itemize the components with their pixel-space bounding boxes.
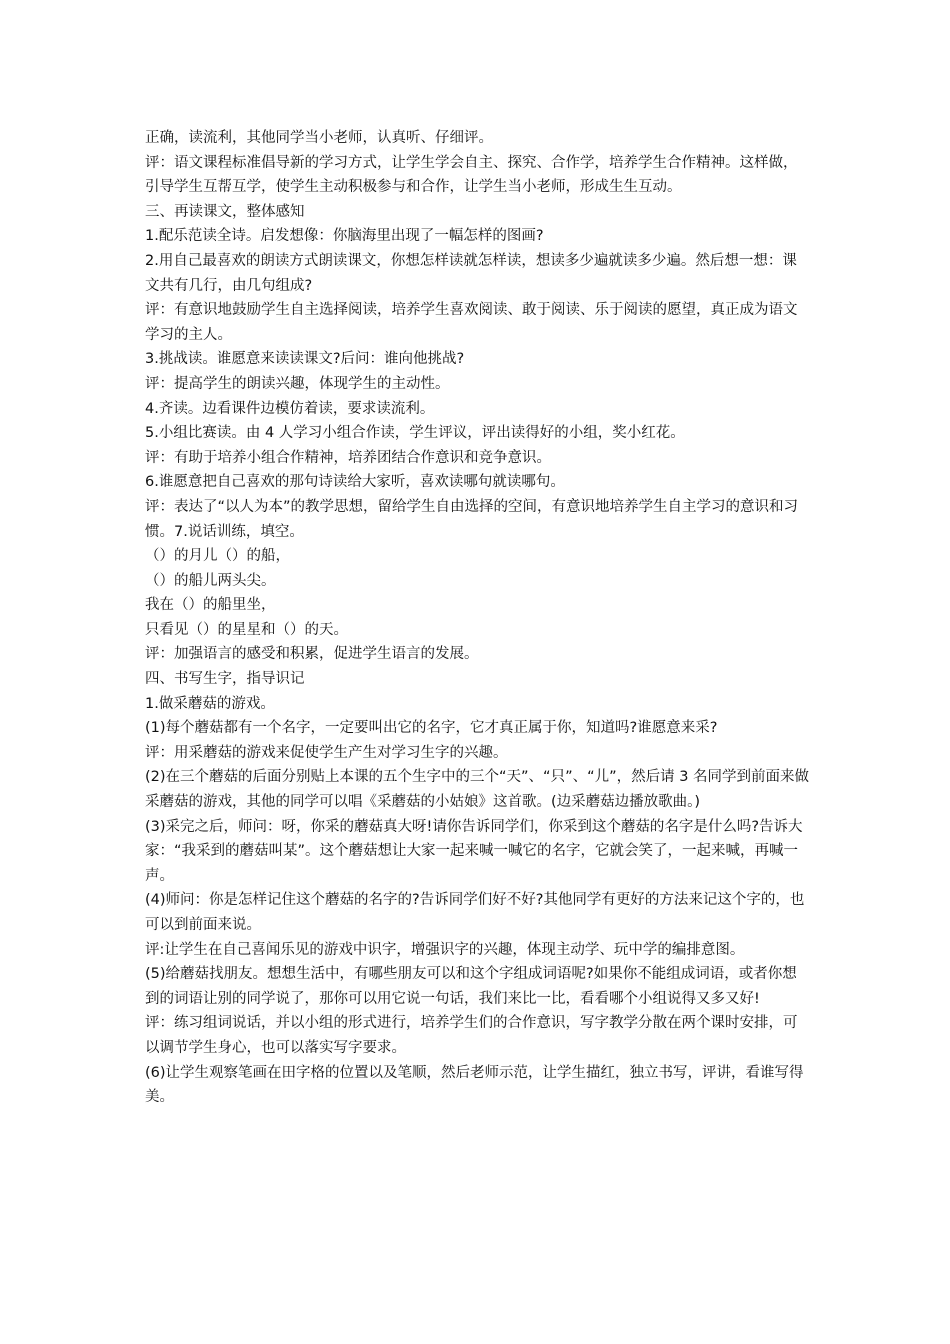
fill-blank-line-1: （）的月儿（）的船， xyxy=(145,548,290,565)
substep-6: (6)让学生观察笔画在田字格的位置以及笔顺，然后老师示范，让学生描红，独立书写，评讲，看谁写得美。 xyxy=(145,1064,804,1106)
substep-5: (5)给蘑菇找朋友。想想生活中，有哪些朋友可以和这个字组成词语呢?如果你不能组成词语，或者你想到的词语让别的同学说了，那你可以用它说一句话，我们来比一比，看看哪个小组说得又多又好! xyxy=(145,966,797,1007)
fill-blank-line-4: 只看见（）的星星和（）的天。 xyxy=(145,621,348,638)
fill-blank-line-2: （）的船儿两头尖。 xyxy=(145,572,276,589)
step-3-1: 1.配乐范读全诗。启发想像：你脑海里出现了一幅怎样的图画? xyxy=(145,228,544,245)
comment-paragraph-5: 评：表达了“以人为本”的教学思想，留给学生自由选择的空间，有意识地培养学生自主学习的意识和习惯。7.说话训练，填空。 xyxy=(145,498,799,540)
step-3-2: 2.用自己最喜欢的朗读方式朗读课文，你想怎样读就怎样读，想读多少遍就读多少遍。然后想一想：课文共有几行，由几句组成? xyxy=(145,252,797,294)
comment-paragraph-8: 评:让学生在自己喜闻乐见的游戏中识字，增强识字的兴趣，体现主动学、玩中学的编排意图。 xyxy=(145,941,745,958)
step-3-4: 4.齐读。边看课件边模仿着读，要求读流利。 xyxy=(145,400,435,417)
comment-paragraph-2: 评：有意识地鼓励学生自主选择阅读，培养学生喜欢阅读、敢于阅读、乐于阅读的愿望，真正成为语文学习的主人。 xyxy=(145,302,798,343)
comment-paragraph-3: 评：提高学生的朗读兴趣，体现学生的主动性。 xyxy=(145,375,450,392)
section-heading-3: 三、再读课文，整体感知 xyxy=(145,203,305,220)
substep-1: (1)每个蘑菇都有一个名字，一定要叫出它的名字，它才真正属于你，知道吗?谁愿意来采? xyxy=(145,720,718,737)
step-4-1: 1.做采蘑菇的游戏。 xyxy=(145,695,275,712)
comment-paragraph-9: 评：练习组词说话，并以小组的形式进行，培养学生们的合作意识，写字教学分散在两个课时安排，可以调节学生身心，也可以落实写字要求。 xyxy=(145,1015,798,1056)
substep-4: (4)师问：你是怎样记住这个蘑菇的名字的?告诉同学们好不好?其他同学有更好的方法来记这个字的，也可以到前面来说。 xyxy=(145,892,805,933)
step-3-5: 5.小组比赛读。由 4 人学习小组合作读，学生评议，评出读得好的小组，奖小红花。 xyxy=(145,425,685,442)
comment-paragraph-7: 评：用采蘑菇的游戏来促使学生产生对学习生字的兴趣。 xyxy=(145,744,508,761)
fill-blank-line-3: 我在（）的船里坐， xyxy=(145,597,276,614)
step-3-6: 6.谁愿意把自己喜欢的那句诗读给大家听，喜欢读哪句就读哪句。 xyxy=(145,474,565,491)
comment-paragraph-6: 评：加强语言的感受和积累，促进学生语言的发展。 xyxy=(145,646,479,663)
comment-paragraph-1: 评：语文课程标准倡导新的学习方式，让学生学会自主、探究、合作学，培养学生合作精神。这样做，引导学生互帮互学，使学生主动积极参与和合作，让学生当小老师，形成生生互动。 xyxy=(145,154,798,196)
document-body xyxy=(145,126,810,1110)
step-3-3: 3.挑战读。谁愿意来读读课文?后问：谁向他挑战? xyxy=(145,351,465,368)
section-heading-4: 四、书写生字，指导识记 xyxy=(145,671,305,688)
paragraph-1: 正确，读流利，其他同学当小老师，认真听、仔细评。 xyxy=(145,130,493,146)
comment-paragraph-4: 评：有助于培养小组合作精神，培养团结合作意识和竞争意识。 xyxy=(145,449,551,466)
substep-3: (3)采完之后，师问：呀，你采的蘑菇真大呀!请你告诉同学们，你采到这个蘑菇的名字是什么吗?告诉大家：“我采到的蘑菇叫某”。这个蘑菇想让大家一起来喊一喊它的名字，它就会笑了，一起来喊，再喊一声。 xyxy=(145,818,803,884)
substep-2: (2)在三个蘑菇的后面分别贴上本课的五个生字中的三个“天”、“只”、“儿”，然后请 3 名同学到前面来做采蘑菇的游戏，其他的同学可以唱《采蘑菇的小姑娘》这首歌。(边采蘑菇边播放歌曲。) xyxy=(145,769,810,811)
